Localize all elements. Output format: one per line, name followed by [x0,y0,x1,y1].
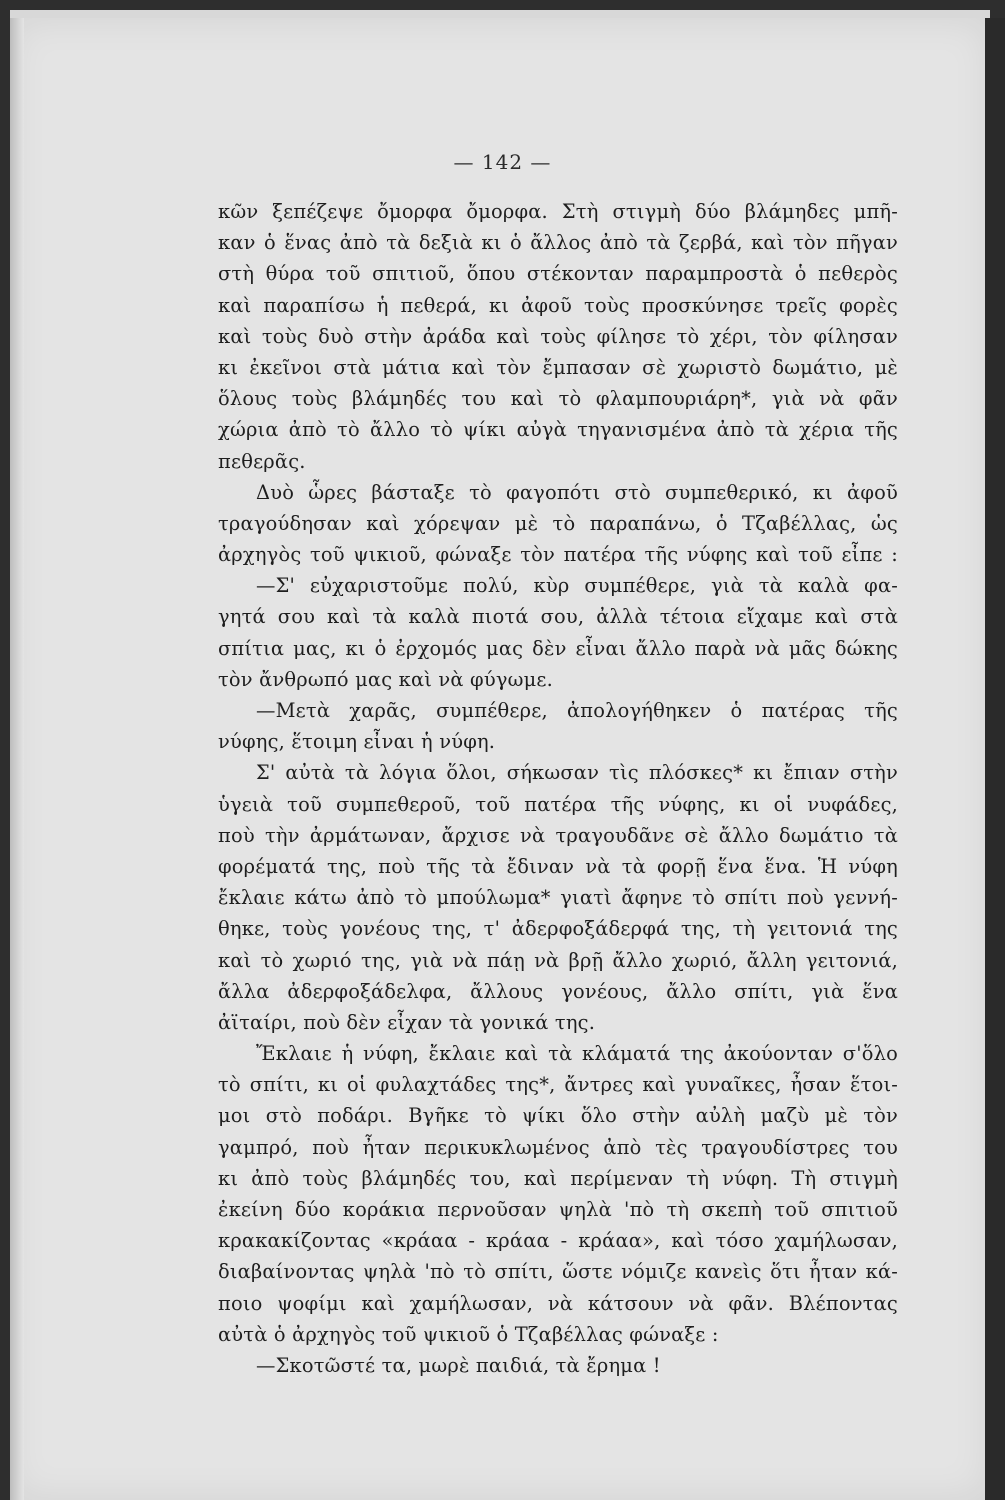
text-line: κι ἐκεῖνοι στὰ μάτια καὶ τὸν ἔμπασαν σὲ χωριστὸ δωμάτιο, μὲ [218,355,898,379]
text-line: ποιο ψοφίμι καὶ χαμήλωσαν, νὰ κάτσουν νὰ φᾶν. Βλέποντας [218,1291,898,1315]
text-line: ἐκείνη δύο κοράκια περνοῦσαν ψηλὰ 'πὸ τὴ σκεπὴ τοῦ σπιτιοῦ [218,1198,898,1221]
text-line: καὶ τοὺς δυὸ στὴν ἀράδα καὶ τοὺς φίλησε τὸ χέρι, τὸν φίλησαν [218,324,898,348]
text-line: ὅλους τοὺς βλάμηδές του καὶ τὸ φλαμπουριάρη*, γιὰ νὰ φᾶν [218,387,898,411]
text-line: σπίτια μας, κι ὁ ἐρχομός μας δὲν εἶναι ἄλλο παρὰ νὰ μᾶς δώκης [218,636,898,660]
text-line: τραγούδησαν καὶ χόρεψαν μὲ τὸ παραπάνω, ὁ Τζαβέλλας, ὡς [218,511,898,535]
page-binding-edge [10,18,24,1500]
text-line: τὸν ἄνθρωπό μας καὶ νὰ φύγωμε. [218,667,554,691]
text-line: ἀρχηγὸς τοῦ ψικιοῦ, φώναξε τὸν πατέρα τῆς νύφης καὶ τοῦ εἶπε : [218,543,898,567]
text-line: —Σκοτῶστέ τα, μωρὲ παιδιά, τὰ ἔρημα ! [256,1353,661,1377]
text-line: καὶ τὸ χωριό της, γιὰ νὰ πάῃ νὰ βρῇ ἄλλο χωριό, ἄλλη γειτονιά, [218,948,898,972]
text-line: στὴ θύρα τοῦ σπιτιοῦ, ὅπου στέκονταν παραμπροστὰ ὁ πεθερὸς [218,262,898,286]
body-text [218,196,898,1381]
text-line: κι ἀπὸ τοὺς βλάμηδές του, καὶ περίμεναν τὴ νύφη. Τὴ στιγμὴ [218,1166,898,1190]
text-line: πεθερᾶς. [218,449,306,473]
text-line: κῶν ξεπέζεψε ὄμορφα ὄμορφα. Στὴ στιγμὴ δύο βλάμηδες μπῆ- [218,200,898,223]
text-line: ἔκλαιε κάτω ἀπὸ τὸ μπούλωμα* γιατὶ ἄφηνε τὸ σπίτι ποὺ γεννή- [218,886,898,910]
text-line: νύφης, ἕτοιμη εἶναι ἡ νύφη. [218,730,496,754]
text-line: καὶ παραπίσω ἡ πεθερά, κι ἀφοῦ τοὺς προσκύνησε τρεῖς φορὲς [218,293,898,317]
text-line: τὸ σπίτι, κι οἱ φυλαχτάδες της*, ἄντρες καὶ γυναῖκες, ἦσαν ἕτοι- [218,1073,898,1097]
text-line: ὑγειὰ τοῦ συμπεθεροῦ, τοῦ πατέρα τῆς νύφης, κι οἱ νυφάδες, [218,792,898,816]
text-line: θηκε, τοὺς γονέους της, τ' ἀδερφοξάδερφά της, τὴ γειτονιά της [218,917,898,941]
text-line: διαβαίνοντας ψηλὰ 'πὸ τὸ σπίτι, ὥστε νόμιζε κανεὶς ὅτι ἦταν κά- [218,1260,898,1284]
text-line: γητά σου καὶ τὰ καλὰ πιοτά σου, ἀλλὰ τέτοια εἴχαμε καὶ στὰ [218,605,898,629]
text-line: αὐτὰ ὁ ἀρχηγὸς τοῦ ψικιοῦ ὁ Τζαβέλλας φώναξε : [218,1322,719,1346]
text-line: ποὺ τὴν ἀρμάτωναν, ἄρχισε νὰ τραγουδᾶνε σὲ ἄλλο δωμάτιο τὰ [218,823,898,847]
text-line: —Μετὰ χαρᾶς, συμπέθερε, ἀπολογήθηκεν ὁ πατέρας τῆς [256,699,898,722]
text-line: γαμπρό, ποὺ ἦταν περικυκλωμένος ἀπὸ τὲς τραγουδίστρες του [218,1135,898,1159]
text-line: μοι στὸ ποδάρι. Βγῆκε τὸ ψίκι ὅλο στὴν αὐλὴ μαζὺ μὲ τὸν [218,1104,898,1128]
text-line: καν ὁ ἕνας ἀπὸ τὰ δεξιὰ κι ὁ ἄλλος ἀπὸ τὰ ζερβά, καὶ τὸν πῆγαν [218,231,898,255]
text-line: ἄλλα ἀδερφοξάδελφα, ἄλλους γονέους, ἄλλο σπίτι, γιὰ ἕνα [218,979,898,1003]
text-line: Ἔκλαιε ἡ νύφη, ἔκλαιε καὶ τὰ κλάματά της ἀκούονταν σ'ὅλο [256,1042,898,1066]
page-number: — 142 — [453,150,552,174]
text-line: φορέματά της, ποὺ τῆς τὰ ἔδιναν νὰ τὰ φορῇ ἕνα ἕνα. Ἡ νύφη [218,854,898,878]
text-line: ἀϊταίρι, ποὺ δὲν εἶχαν τὰ γονικά της. [218,1010,596,1034]
page-right-margin [985,18,1005,1500]
text-line: —Σ' εὐχαριστοῦμε πολύ, κὺρ συμπέθερε, γιὰ τὰ καλὰ φα- [256,574,898,598]
text-line: κρακακίζοντας «κράαα - κράαα - κράαα», καὶ τόσο χαμήλωσαν, [218,1229,898,1253]
text-line: Σ' αὐτὰ τὰ λόγια ὅλοι, σήκωσαν τὶς πλόσκες* κι ἔπιαν στὴν [256,761,898,785]
text-line: Δυὸ ὧρες βάσταξε τὸ φαγοπότι στὸ συμπεθερικό, κι ἀφοῦ [256,480,898,504]
text-line: χώρια ἀπὸ τὸ ἄλλο τὸ ψίκι αὐγὰ τηγανισμένα ἀπὸ τὰ χέρια τῆς [218,418,898,442]
